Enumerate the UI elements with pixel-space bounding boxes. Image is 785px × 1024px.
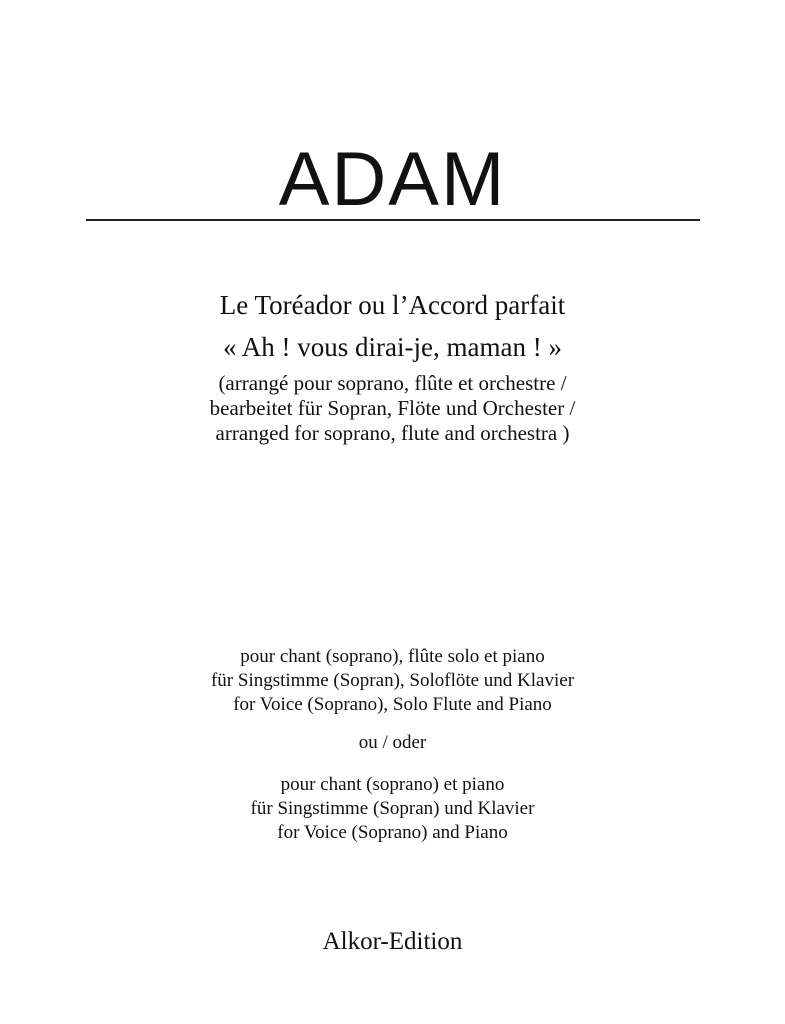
- instrumentation-v1-fr: pour chant (soprano), flûte solo et piano: [240, 646, 545, 667]
- instrumentation-separator: ou / oder: [358, 732, 427, 753]
- publisher-name: Alkor-Edition: [322, 928, 463, 955]
- instrumentation-v1-en: for Voice (Soprano), Solo Flute and Piano: [233, 694, 552, 715]
- work-title-block: [0, 284, 785, 446]
- composer-name: ADAM: [278, 137, 507, 222]
- arrangement-note-de: bearbeitet für Sopran, Flöte und Orchester /: [209, 396, 576, 420]
- work-subtitle: « Ah ! vous dirai-je, maman ! »: [223, 332, 562, 362]
- instrumentation-v2-de: für Singstimme (Sopran) und Klavier: [250, 798, 535, 819]
- work-title: Le Toréador ou l’Accord parfait: [219, 290, 566, 320]
- instrumentation-block: [0, 645, 785, 845]
- arrangement-note-fr: (arrangé pour soprano, flûte et orchestre /: [218, 371, 567, 395]
- instrumentation-v1-de: für Singstimme (Sopran), Soloflöte und Klavier: [210, 670, 575, 691]
- title-divider: [86, 219, 700, 221]
- arrangement-note-en: arranged for soprano, flute and orchestra ): [215, 421, 570, 445]
- instrumentation-v2-fr: pour chant (soprano) et piano: [280, 774, 505, 795]
- instrumentation-v2-en: for Voice (Soprano) and Piano: [277, 822, 508, 843]
